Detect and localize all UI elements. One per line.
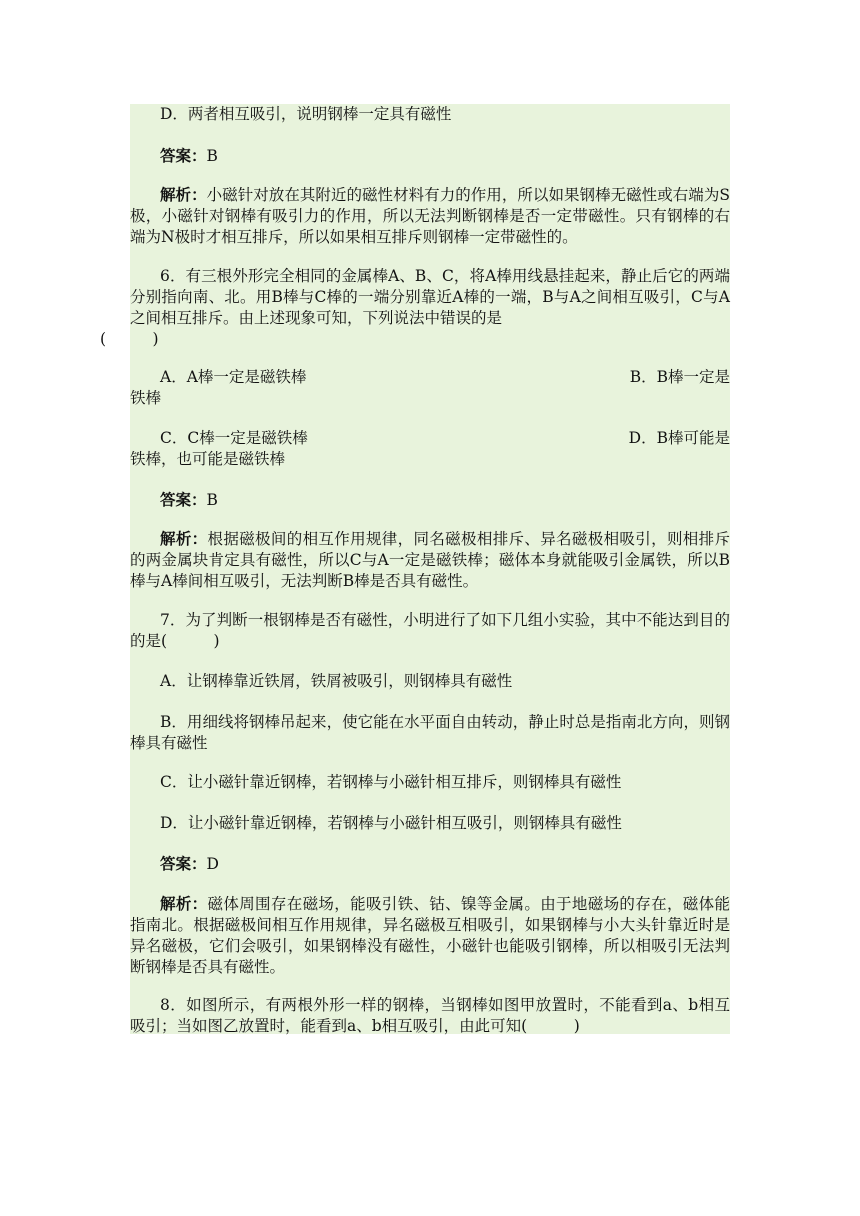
document-body	[100, 104, 730, 1035]
q6-option-a: A．A棒一定是磁铁棒	[160, 368, 307, 386]
q7-option-c	[130, 772, 730, 793]
q6-option-d: D．B棒可能是	[628, 429, 730, 447]
analysis-text: 根据磁极间的相互作用规律，同名磁极相排斥、异名磁极相吸引，则相排斥的两金属块肯定具有磁性，所以C与A一定是磁铁棒；磁体本身就能吸引金属铁，所以B棒与A棒间相互吸引，无法判断B棒是否具有磁性。	[130, 530, 730, 590]
q6-stem-text: 6．有三根外形完全相同的金属棒A、B、C，将A棒用线悬挂起来，静止后它的两端分别指向南、北。用B棒与C棒的一端分别靠近A棒的一端，B与A之间相互吸引，C与A之间相互排斥。由上述现象可知，下列说法中错误的是	[130, 267, 730, 327]
q7-option-c-text: C．让小磁针靠近钢棒，若钢棒与小磁针相互排斥，则钢棒具有磁性	[160, 773, 622, 791]
q7-stem-text: 7．为了判断一根钢棒是否有磁性，小明进行了如下几组小实验，其中不能达到目的的是( )	[130, 611, 730, 650]
analysis-text: 小磁针对放在其附近的磁性材料有力的作用，所以如果钢棒无磁性或右端为S极，小磁针对钢棒有吸引力的作用，所以无法判断钢棒是否一定带磁性。只有钢棒的右端为N极时才相互排斥，所以如果相互排斥则钢棒一定带磁性的。	[130, 186, 730, 246]
answer-value: D	[206, 855, 219, 873]
q8-stem	[130, 995, 730, 1037]
q6-analysis	[130, 528, 730, 592]
answer-value: B	[206, 147, 218, 165]
answer-label: 答案：	[160, 854, 207, 873]
q5-option-d-text: D．两者相互吸引，说明钢棒一定具有磁性	[160, 105, 452, 123]
q7-analysis	[130, 893, 730, 978]
q6-stem	[100, 266, 730, 350]
q6-answer-blank: ( )	[100, 330, 159, 348]
q5-option-d	[130, 104, 730, 125]
answer-label: 答案：	[160, 490, 207, 509]
q7-answer	[130, 853, 730, 875]
q6-answer	[130, 489, 730, 511]
q6-option-c: C．C棒一定是磁铁棒	[160, 429, 308, 447]
q7-option-d	[130, 813, 730, 834]
q6-option-b-tail: 铁棒	[130, 389, 162, 407]
q5-answer	[130, 145, 730, 167]
q7-stem	[130, 610, 730, 652]
q7-option-b-text: B．用细线将钢棒吊起来，使它能在水平面自由转动，静止时总是指南北方向，则钢棒具有磁性	[130, 713, 730, 752]
answer-label: 答案：	[160, 146, 207, 165]
q7-option-d-text: D．让小磁针靠近钢棒，若钢棒与小磁针相互吸引，则钢棒具有磁性	[160, 814, 622, 832]
analysis-label: 解析：	[160, 185, 207, 204]
q7-option-a	[130, 671, 730, 692]
analysis-text: 磁体周围存在磁场，能吸引铁、钴、镍等金属。由于地磁场的存在，磁体能指南北。根据磁极间相互作用规律，异名磁极互相吸引，如果钢棒与小大头针靠近时是异名磁极，它们会吸引，如果钢棒没有磁性，小磁针也能吸引钢棒，所以相吸引无法判断钢棒是否具有磁性。	[130, 895, 730, 976]
answer-value: B	[206, 491, 218, 509]
q7-option-a-text: A．让钢棒靠近铁屑，铁屑被吸引，则钢棒具有磁性	[160, 672, 513, 690]
analysis-label: 解析：	[160, 894, 208, 913]
q6-option-b: B．B棒一定是	[629, 368, 730, 386]
q6-option-d-tail: 铁棒，也可能是磁铁棒	[130, 450, 286, 468]
q8-stem-text: 8．如图所示，有两根外形一样的钢棒，当钢棒如图甲放置时，不能看到a、b相互吸引；当如图乙放置时，能看到a、b相互吸引，由此可知( )	[130, 996, 730, 1035]
analysis-label: 解析：	[160, 529, 208, 548]
q7-option-b	[130, 712, 730, 754]
q5-analysis	[130, 184, 730, 248]
